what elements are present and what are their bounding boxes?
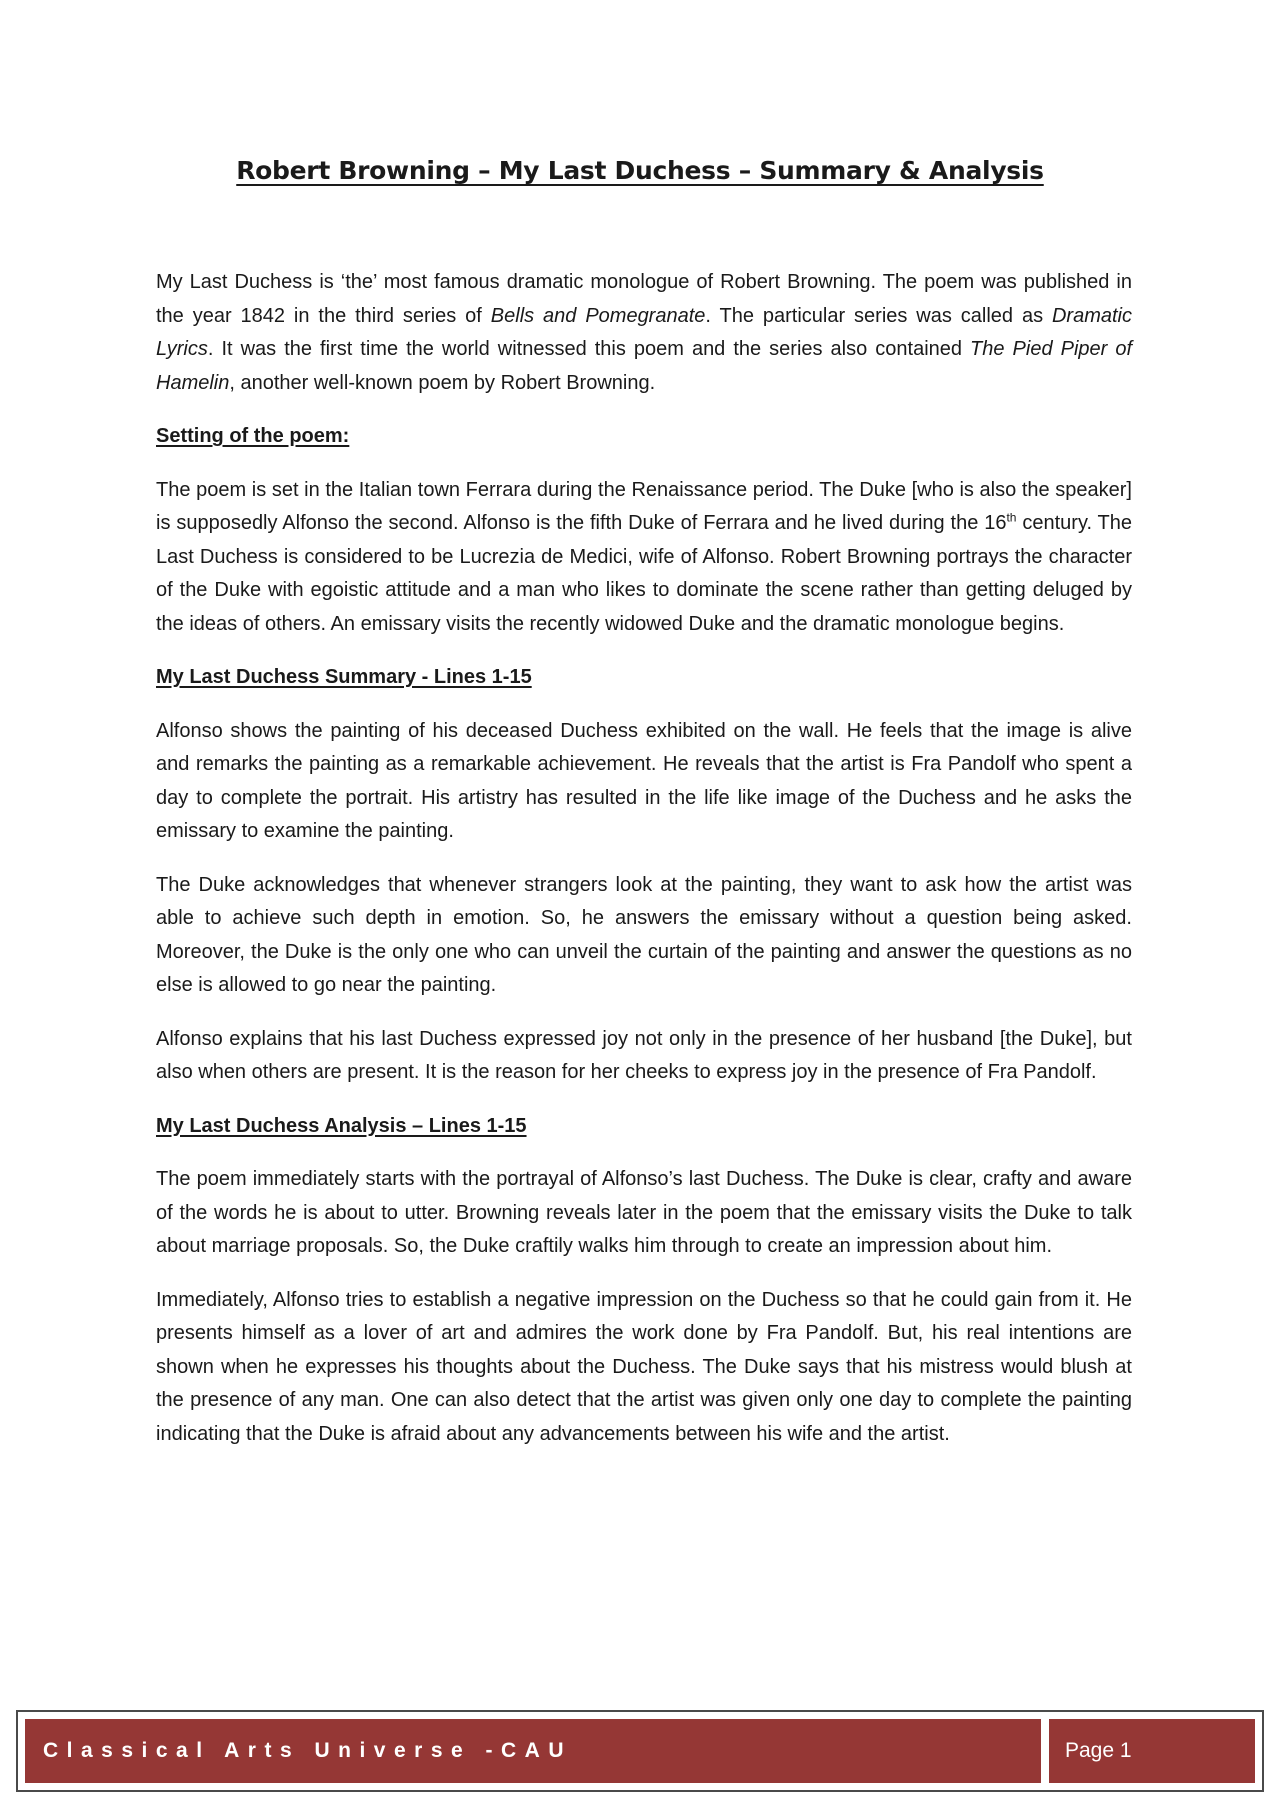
summary-paragraph-3: Alfonso explains that his last Duchess expressed joy not only in the presence of her husband [the Duke], but also when others are present. It is the reason for her cheeks to express joy in the presence of Fra Pandolf. xyxy=(156,1027,1132,1083)
page-footer xyxy=(16,1710,1264,1792)
footer-publisher: Classical Arts Universe -CAU xyxy=(25,1719,1041,1783)
setting-heading: Setting of the poem: xyxy=(156,425,350,447)
setting-paragraph xyxy=(156,474,1132,642)
analysis-heading: My Last Duchess Analysis – Lines 1-15 xyxy=(156,1114,527,1137)
summary-paragraph-2: The Duke acknowledges that whenever strangers look at the painting, they want to ask how the artist was able to achieve such depth in emotion. So, he answers the emissary without a question being asked. Moreover, the Duke is the only one who can unveil the curtain of the painting and answer the questions as no else is allowed to go near the painting. xyxy=(156,873,1132,996)
page-title-text: Robert Browning – My Last Duchess – Summary & Analysis xyxy=(236,156,1044,185)
intro-italic-2: Dramatic Lyrics xyxy=(156,304,1132,360)
intro-italic-3: The Pied Piper of Hamelin xyxy=(156,338,1133,394)
document-body xyxy=(156,266,1132,1471)
setting-text-2: century. The Last Duchess is considered to be Lucrezia de Medici, wife of Alfonso. Robert Browning portrays the character of the Duke with egoistic attitude and a man who likes to dominate the scene rather than getting deluged by the ideas of others. An emissary visits the recently widowed Duke and the dramatic monologue begins. xyxy=(156,512,1133,635)
analysis-paragraph-2: Immediately, Alfonso tries to establish a negative impression on the Duchess so that he could gain from it. He presents himself as a lover of art and admires the work done by Fra Pandolf. But, his real intentions are shown when he expresses his thoughts about the Duchess. The Duke says that his mistress would blush at the presence of any man. One can also detect that the artist was given only one day to complete the painting indicating that the Duke is afraid about any advancements between his wife and the artist. xyxy=(156,1288,1132,1445)
summary-paragraph-1: Alfonso shows the painting of his deceased Duchess exhibited on the wall. He feels that the image is alive and remarks the painting as a remarkable achievement. He reveals that the artist is Fra Pandolf who spent a day to complete the portrait. His artistry has resulted in the life like image of the Duchess and he asks the emissary to examine the painting. xyxy=(156,719,1132,842)
intro-text-3: . It was the first time the world witnessed this poem and the series also contained xyxy=(207,338,971,360)
analysis-paragraph-1: The poem immediately starts with the portrayal of Alfonso’s last Duchess. The Duke is clear, crafty and aware of the words he is about to utter. Browning reveals later in the poem that the emissary visits the Duke to talk about marriage proposals. So, the Duke craftily walks him through to create an impression about him. xyxy=(156,1168,1132,1257)
intro-paragraph xyxy=(156,266,1132,400)
page-title xyxy=(0,156,1280,185)
intro-text-2: . The particular series was called as xyxy=(705,304,1052,327)
intro-text-1: My Last Duchess is ‘the’ most famous dramatic monologue of Robert Browning. The poem was published in the year 1842 in the third series of xyxy=(156,271,1132,327)
summary-heading: My Last Duchess Summary - Lines 1-15 xyxy=(156,666,532,688)
intro-italic-1: Bells and Pomegranate xyxy=(490,304,706,327)
setting-text-1: The poem is set in the Italian town Ferrara during the Renaissance period. The Duke [who is also the speaker] is supposedly Alfonso the second. Alfonso is the fifth Duke of Ferrara and he lived during the 16 xyxy=(156,478,1132,534)
footer-page-number: Page 1 xyxy=(1049,1719,1255,1783)
intro-text-4: , another well-known poem by Robert Browning. xyxy=(229,371,656,394)
setting-superscript: th xyxy=(1006,510,1017,525)
